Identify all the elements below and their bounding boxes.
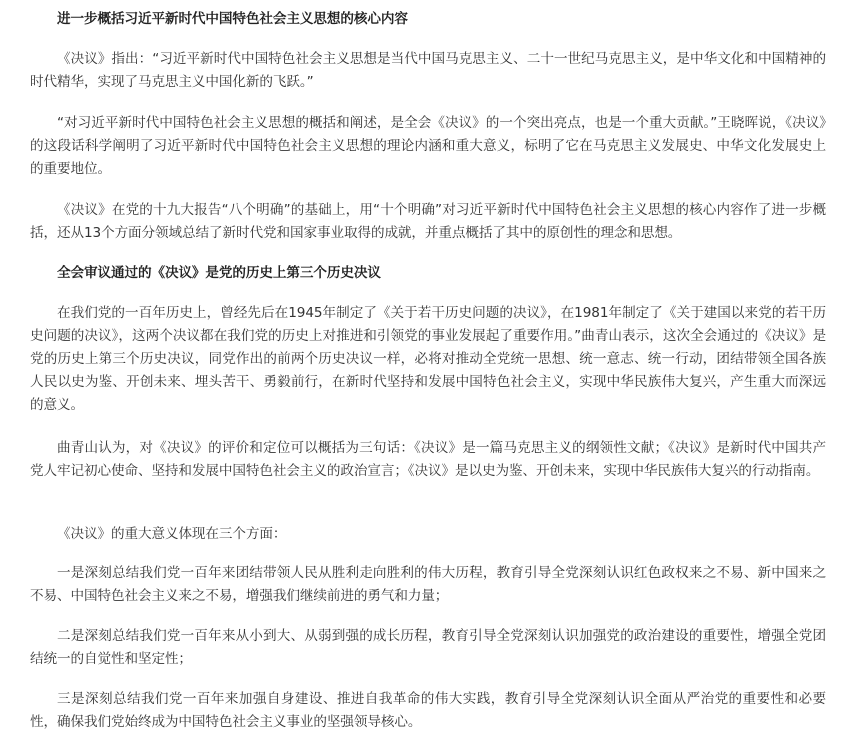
section-heading: 进一步概括习近平新时代中国特色社会主义思想的核心内容 xyxy=(57,11,408,27)
paragraph: 三是深刻总结我们党一百年来加强自身建设、推进自我革命的伟大实践，教育引导全党深刻认识全面从严治党的重要性和必要性，确保我们党始终成为中国特色社会主义事业的坚强领导核心。 xyxy=(30,691,826,730)
paragraph: 一是深刻总结我们党一百年来团结带领人民从胜利走向胜利的伟大历程，教育引导全党深刻认识红色政权来之不易、新中国来之不易、中国特色社会主义来之不易，增强我们继续前进的勇气和力量； xyxy=(30,565,826,604)
paragraph: 《决议》指出：“习近平新时代中国特色社会主义思想是当代中国马克思主义、二十一世纪马克思主义，是中华文化和中国精神的时代精华，实现了马克思主义中国化新的飞跃。” xyxy=(30,51,826,90)
paragraph: 在我们党的一百年历史上，曾经先后在1945年制定了《关于若干历史问题的决议》，在1981年制定了《关于建国以来党的若干历史问题的决议》，这两个决议都在我们党的历史上对推进和引领党的事业发展起了重要作用。”曲青山表示，这次全会通过的《决议》是党的历史上第三个历史决议，同党作出的前两个历史决议一样，必将对推动全党统一思想、统一意志、统一行动，团结带领全国各族人民以史为鉴、开创未来、埋头苦干、勇毅前行，在新时代坚持和发展中国特色社会主义，实现中华民族伟大复兴，产生重大而深远的意义。 xyxy=(30,305,826,413)
paragraph: “对习近平新时代中国特色社会主义思想的概括和阐述，是全会《决议》的一个突出亮点，也是一个重大贡献。”王晓晖说，《决议》的这段话科学阐明了习近平新时代中国特色社会主义思想的理论内涵和重大意义，标明了它在马克思主义发展史、中华文化发展史上的重要地位。 xyxy=(30,115,826,177)
paragraph: 《决议》的重大意义体现在三个方面： xyxy=(57,526,287,542)
paragraph: 曲青山认为，对《决议》的评价和定位可以概括为三句话：《决议》是一篇马克思主义的纲领性文献；《决议》是新时代中国共产党人牢记初心使命、坚持和发展中国特色社会主义的政治宣言；《决议》是以史为鉴、开创未来，实现中华民族伟大复兴的行动指南。 xyxy=(30,440,826,479)
paragraph: 二是深刻总结我们党一百年来从小到大、从弱到强的成长历程，教育引导全党深刻认识加强党的政治建设的重要性，增强全党团结统一的自觉性和坚定性； xyxy=(30,628,826,667)
paragraph: 《决议》在党的十九大报告“八个明确”的基础上，用“十个明确”对习近平新时代中国特色社会主义思想的核心内容作了进一步概括，还从13个方面分领域总结了新时代党和国家事业取得的成就，并重点概括了其中的原创性的理念和思想。 xyxy=(30,202,826,241)
section-heading: 全会审议通过的《决议》是党的历史上第三个历史决议 xyxy=(57,265,381,281)
